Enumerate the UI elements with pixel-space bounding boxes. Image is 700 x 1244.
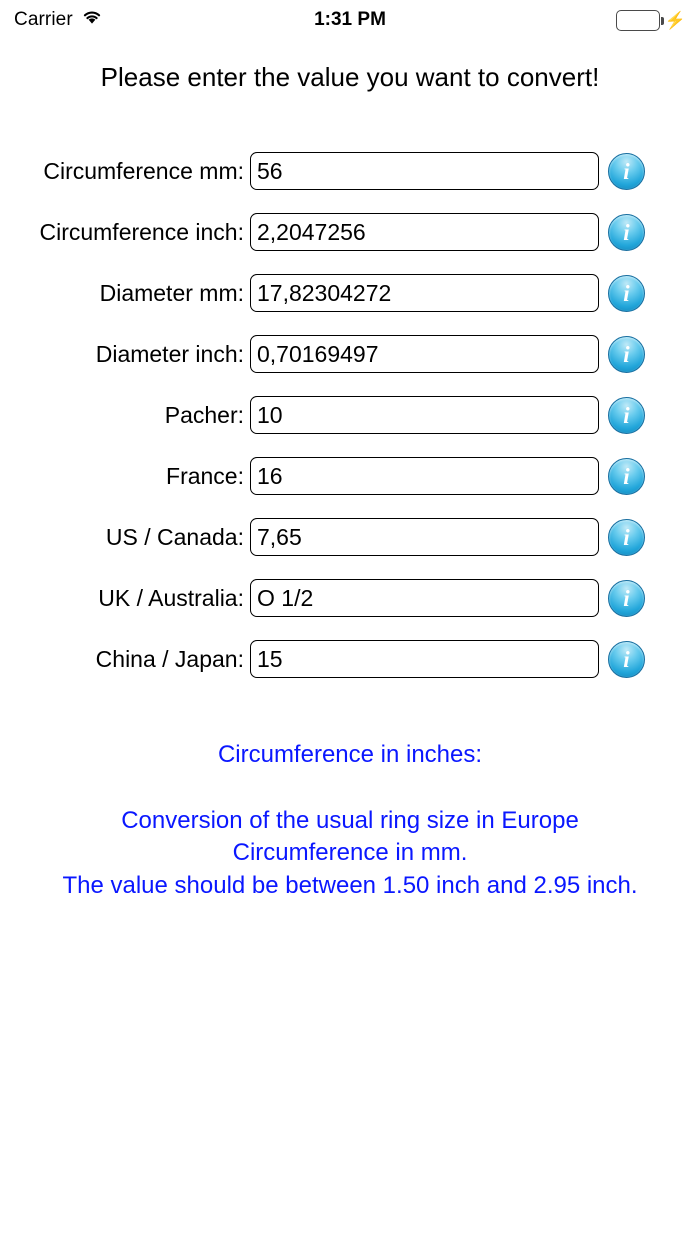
row-uk-australia	[0, 578, 700, 618]
note-description	[0, 805, 700, 902]
conversion-rows	[0, 151, 700, 679]
battery-icon	[616, 10, 660, 31]
page-title: Please enter the value you want to convert!	[100, 62, 600, 92]
row-label: UK / Australia:	[98, 584, 244, 611]
row-circumference-inch	[0, 212, 700, 252]
row-label: China / Japan:	[95, 645, 244, 672]
carrier-label: Carrier	[14, 9, 73, 30]
wifi-icon	[81, 9, 103, 31]
info-icon[interactable]: i	[608, 519, 645, 556]
status-bar-clock: 1:31 PM	[314, 9, 386, 30]
row-label: Pacher:	[164, 401, 244, 428]
row-diameter-inch	[0, 334, 700, 374]
note-line-1: Conversion of the usual ring size in Europe	[121, 807, 579, 834]
info-icon[interactable]: i	[608, 580, 645, 617]
row-label: France:	[166, 462, 244, 489]
circumference-mm-input[interactable]	[250, 152, 599, 190]
pacher-input[interactable]	[250, 396, 599, 434]
row-circumference-mm	[0, 151, 700, 191]
info-icon[interactable]: i	[608, 458, 645, 495]
status-bar-left	[14, 9, 350, 31]
info-icon[interactable]: i	[608, 275, 645, 312]
row-label: US / Canada:	[105, 523, 244, 550]
row-label: Circumference mm:	[43, 157, 244, 184]
info-icon[interactable]: i	[608, 153, 645, 190]
us-canada-input[interactable]	[250, 518, 599, 556]
row-us-canada	[0, 517, 700, 557]
row-pacher	[0, 395, 700, 435]
diameter-inch-input[interactable]	[250, 335, 599, 373]
row-label: Diameter mm:	[99, 279, 244, 306]
china-japan-input[interactable]	[250, 640, 599, 678]
info-icon[interactable]: i	[608, 397, 645, 434]
note-line-2: Circumference in mm.	[232, 839, 468, 867]
circumference-inch-input[interactable]	[250, 213, 599, 251]
row-label: Diameter inch:	[95, 340, 244, 367]
uk-australia-input[interactable]	[250, 579, 599, 617]
row-label: Circumference inch:	[39, 218, 244, 245]
status-bar-right	[350, 10, 686, 31]
status-bar	[0, 0, 700, 40]
note-heading: Circumference in inches:	[217, 741, 483, 768]
row-diameter-mm	[0, 273, 700, 313]
info-icon[interactable]: i	[608, 214, 645, 251]
france-input[interactable]	[250, 457, 599, 495]
row-france	[0, 456, 700, 496]
note-line-3: The value should be between 1.50 inch and 2.95 inch.	[62, 871, 638, 899]
lightning-bolt-icon: ⚡	[664, 10, 686, 30]
diameter-mm-input[interactable]	[250, 274, 599, 312]
info-icon[interactable]: i	[608, 641, 645, 678]
info-icon[interactable]: i	[608, 336, 645, 373]
row-china-japan	[0, 639, 700, 679]
